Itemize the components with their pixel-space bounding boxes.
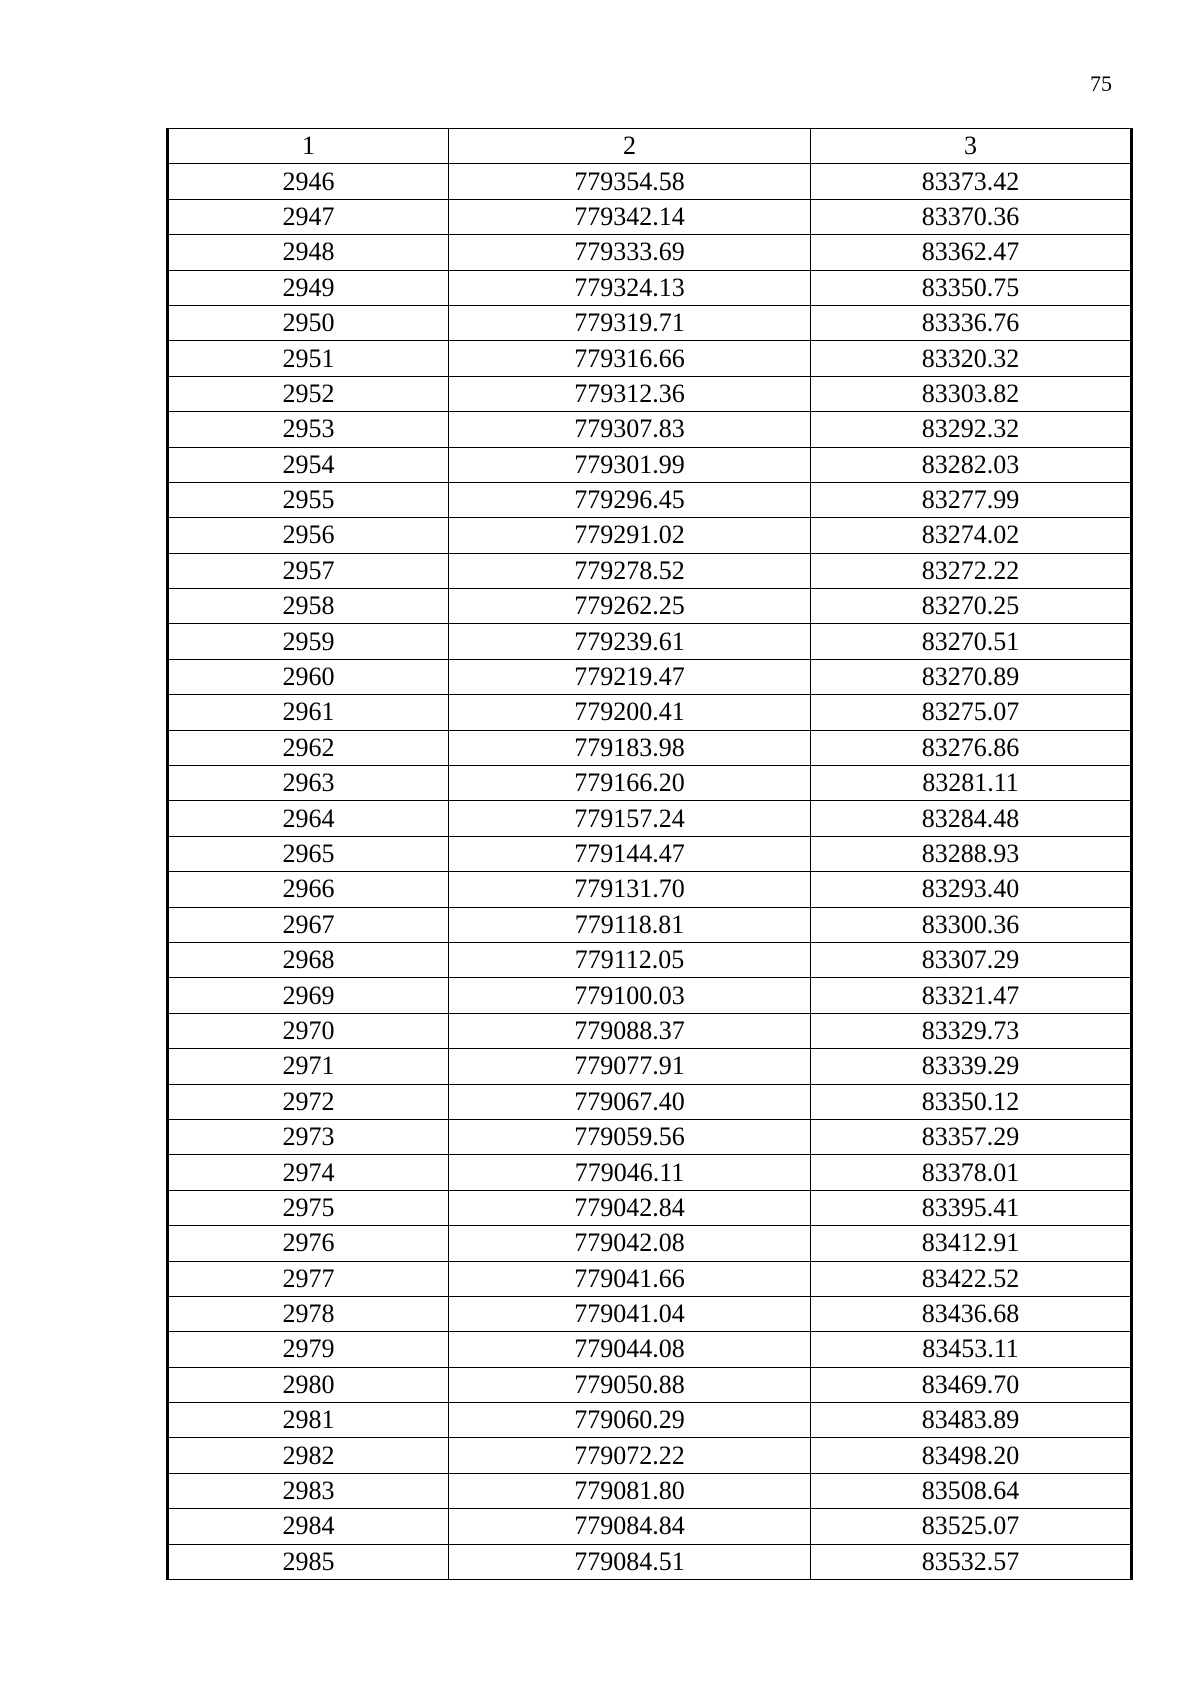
x-coordinate-cell: 779041.66 [449, 1261, 811, 1296]
point-number-cell: 2954 [168, 447, 449, 482]
point-number-cell: 2974 [168, 1155, 449, 1190]
point-number-cell: 2985 [168, 1544, 449, 1579]
column-header-2: 2 [449, 129, 811, 164]
x-coordinate-cell: 779342.14 [449, 199, 811, 234]
point-number-cell: 2946 [168, 164, 449, 199]
table-row [168, 801, 1132, 836]
table-row [168, 164, 1132, 199]
y-coordinate-cell: 83336.76 [811, 305, 1132, 340]
point-number-cell: 2983 [168, 1473, 449, 1508]
point-number-cell: 2972 [168, 1084, 449, 1119]
x-coordinate-cell: 779084.84 [449, 1509, 811, 1544]
point-number-cell: 2951 [168, 341, 449, 376]
x-coordinate-cell: 779084.51 [449, 1544, 811, 1579]
table-row [168, 766, 1132, 801]
x-coordinate-cell: 779112.05 [449, 942, 811, 977]
y-coordinate-cell: 83532.57 [811, 1544, 1132, 1579]
y-coordinate-cell: 83508.64 [811, 1473, 1132, 1508]
y-coordinate-cell: 83350.75 [811, 270, 1132, 305]
table-row [168, 836, 1132, 871]
point-number-cell: 2950 [168, 305, 449, 340]
y-coordinate-cell: 83329.73 [811, 1013, 1132, 1048]
table-row [168, 659, 1132, 694]
point-number-cell: 2979 [168, 1332, 449, 1367]
x-coordinate-cell: 779042.84 [449, 1190, 811, 1225]
point-number-cell: 2947 [168, 199, 449, 234]
table-row [168, 1226, 1132, 1261]
y-coordinate-cell: 83274.02 [811, 518, 1132, 553]
y-coordinate-cell: 83282.03 [811, 447, 1132, 482]
y-coordinate-cell: 83272.22 [811, 553, 1132, 588]
x-coordinate-cell: 779291.02 [449, 518, 811, 553]
y-coordinate-cell: 83275.07 [811, 695, 1132, 730]
y-coordinate-cell: 83370.36 [811, 199, 1132, 234]
y-coordinate-cell: 83276.86 [811, 730, 1132, 765]
table-row [168, 872, 1132, 907]
table-row [168, 1473, 1132, 1508]
x-coordinate-cell: 779166.20 [449, 766, 811, 801]
table-row [168, 1190, 1132, 1225]
x-coordinate-cell: 779278.52 [449, 553, 811, 588]
y-coordinate-cell: 83436.68 [811, 1296, 1132, 1331]
x-coordinate-cell: 779060.29 [449, 1403, 811, 1438]
y-coordinate-cell: 83395.41 [811, 1190, 1132, 1225]
table-row [168, 270, 1132, 305]
x-coordinate-cell: 779333.69 [449, 235, 811, 270]
x-coordinate-cell: 779081.80 [449, 1473, 811, 1508]
x-coordinate-cell: 779219.47 [449, 659, 811, 694]
x-coordinate-cell: 779100.03 [449, 978, 811, 1013]
y-coordinate-cell: 83270.51 [811, 624, 1132, 659]
point-number-cell: 2981 [168, 1403, 449, 1438]
x-coordinate-cell: 779324.13 [449, 270, 811, 305]
point-number-cell: 2977 [168, 1261, 449, 1296]
table-row [168, 305, 1132, 340]
x-coordinate-cell: 779307.83 [449, 412, 811, 447]
point-number-cell: 2956 [168, 518, 449, 553]
point-number-cell: 2966 [168, 872, 449, 907]
point-number-cell: 2982 [168, 1438, 449, 1473]
y-coordinate-cell: 83362.47 [811, 235, 1132, 270]
point-number-cell: 2973 [168, 1119, 449, 1154]
table-row [168, 412, 1132, 447]
x-coordinate-cell: 779239.61 [449, 624, 811, 659]
x-coordinate-cell: 779312.36 [449, 376, 811, 411]
point-number-cell: 2970 [168, 1013, 449, 1048]
point-number-cell: 2976 [168, 1226, 449, 1261]
point-number-cell: 2955 [168, 482, 449, 517]
y-coordinate-cell: 83469.70 [811, 1367, 1132, 1402]
y-coordinate-cell: 83357.29 [811, 1119, 1132, 1154]
table-row [168, 447, 1132, 482]
y-coordinate-cell: 83270.89 [811, 659, 1132, 694]
page-number: 75 [1090, 71, 1112, 96]
x-coordinate-cell: 779072.22 [449, 1438, 811, 1473]
y-coordinate-cell: 83307.29 [811, 942, 1132, 977]
point-number-cell: 2962 [168, 730, 449, 765]
table-body [168, 164, 1132, 1580]
point-number-cell: 2980 [168, 1367, 449, 1402]
table-row [168, 730, 1132, 765]
table-row [168, 907, 1132, 942]
table-row [168, 235, 1132, 270]
point-number-cell: 2969 [168, 978, 449, 1013]
y-coordinate-cell: 83483.89 [811, 1403, 1132, 1438]
x-coordinate-cell: 779262.25 [449, 589, 811, 624]
point-number-cell: 2960 [168, 659, 449, 694]
y-coordinate-cell: 83284.48 [811, 801, 1132, 836]
y-coordinate-cell: 83412.91 [811, 1226, 1132, 1261]
point-number-cell: 2964 [168, 801, 449, 836]
table-row [168, 624, 1132, 659]
y-coordinate-cell: 83270.25 [811, 589, 1132, 624]
x-coordinate-cell: 779059.56 [449, 1119, 811, 1154]
x-coordinate-cell: 779067.40 [449, 1084, 811, 1119]
point-number-cell: 2965 [168, 836, 449, 871]
x-coordinate-cell: 779316.66 [449, 341, 811, 376]
table-row [168, 1403, 1132, 1438]
x-coordinate-cell: 779301.99 [449, 447, 811, 482]
table-row [168, 341, 1132, 376]
x-coordinate-cell: 779041.04 [449, 1296, 811, 1331]
point-number-cell: 2959 [168, 624, 449, 659]
point-number-cell: 2984 [168, 1509, 449, 1544]
table-row [168, 376, 1132, 411]
table-row [168, 1332, 1132, 1367]
x-coordinate-cell: 779042.08 [449, 1226, 811, 1261]
table-row [168, 518, 1132, 553]
x-coordinate-cell: 779157.24 [449, 801, 811, 836]
point-number-cell: 2953 [168, 412, 449, 447]
y-coordinate-cell: 83339.29 [811, 1049, 1132, 1084]
y-coordinate-cell: 83281.11 [811, 766, 1132, 801]
y-coordinate-cell: 83293.40 [811, 872, 1132, 907]
x-coordinate-cell: 779046.11 [449, 1155, 811, 1190]
y-coordinate-cell: 83288.93 [811, 836, 1132, 871]
x-coordinate-cell: 779077.91 [449, 1049, 811, 1084]
table-row [168, 1544, 1132, 1579]
table-row [168, 1296, 1132, 1331]
point-number-cell: 2978 [168, 1296, 449, 1331]
point-number-cell: 2952 [168, 376, 449, 411]
y-coordinate-cell: 83378.01 [811, 1155, 1132, 1190]
table-row [168, 1049, 1132, 1084]
x-coordinate-cell: 779296.45 [449, 482, 811, 517]
x-coordinate-cell: 779183.98 [449, 730, 811, 765]
table-row [168, 1367, 1132, 1402]
table-row [168, 942, 1132, 977]
y-coordinate-cell: 83303.82 [811, 376, 1132, 411]
table-row [168, 553, 1132, 588]
point-number-cell: 2967 [168, 907, 449, 942]
point-number-cell: 2948 [168, 235, 449, 270]
y-coordinate-cell: 83277.99 [811, 482, 1132, 517]
point-number-cell: 2961 [168, 695, 449, 730]
x-coordinate-cell: 779088.37 [449, 1013, 811, 1048]
coordinates-table [166, 128, 1133, 1580]
y-coordinate-cell: 83350.12 [811, 1084, 1132, 1119]
column-header-3: 3 [811, 129, 1132, 164]
table-row [168, 482, 1132, 517]
point-number-cell: 2957 [168, 553, 449, 588]
table-row [168, 1013, 1132, 1048]
y-coordinate-cell: 83453.11 [811, 1332, 1132, 1367]
table-row [168, 199, 1132, 234]
table-row [168, 1509, 1132, 1544]
y-coordinate-cell: 83321.47 [811, 978, 1132, 1013]
x-coordinate-cell: 779118.81 [449, 907, 811, 942]
y-coordinate-cell: 83292.32 [811, 412, 1132, 447]
x-coordinate-cell: 779144.47 [449, 836, 811, 871]
point-number-cell: 2968 [168, 942, 449, 977]
table-header [168, 129, 1132, 164]
table-row [168, 1155, 1132, 1190]
y-coordinate-cell: 83373.42 [811, 164, 1132, 199]
point-number-cell: 2958 [168, 589, 449, 624]
table-row [168, 1438, 1132, 1473]
x-coordinate-cell: 779131.70 [449, 872, 811, 907]
x-coordinate-cell: 779200.41 [449, 695, 811, 730]
x-coordinate-cell: 779044.08 [449, 1332, 811, 1367]
point-number-cell: 2971 [168, 1049, 449, 1084]
x-coordinate-cell: 779319.71 [449, 305, 811, 340]
y-coordinate-cell: 83525.07 [811, 1509, 1132, 1544]
table-row [168, 978, 1132, 1013]
x-coordinate-cell: 779050.88 [449, 1367, 811, 1402]
table-row [168, 1084, 1132, 1119]
point-number-cell: 2949 [168, 270, 449, 305]
table-row [168, 589, 1132, 624]
point-number-cell: 2963 [168, 766, 449, 801]
y-coordinate-cell: 83422.52 [811, 1261, 1132, 1296]
table-row [168, 1261, 1132, 1296]
table-row [168, 695, 1132, 730]
header-row [168, 129, 1132, 164]
column-header-1: 1 [168, 129, 449, 164]
y-coordinate-cell: 83498.20 [811, 1438, 1132, 1473]
y-coordinate-cell: 83300.36 [811, 907, 1132, 942]
point-number-cell: 2975 [168, 1190, 449, 1225]
table-row [168, 1119, 1132, 1154]
y-coordinate-cell: 83320.32 [811, 341, 1132, 376]
x-coordinate-cell: 779354.58 [449, 164, 811, 199]
